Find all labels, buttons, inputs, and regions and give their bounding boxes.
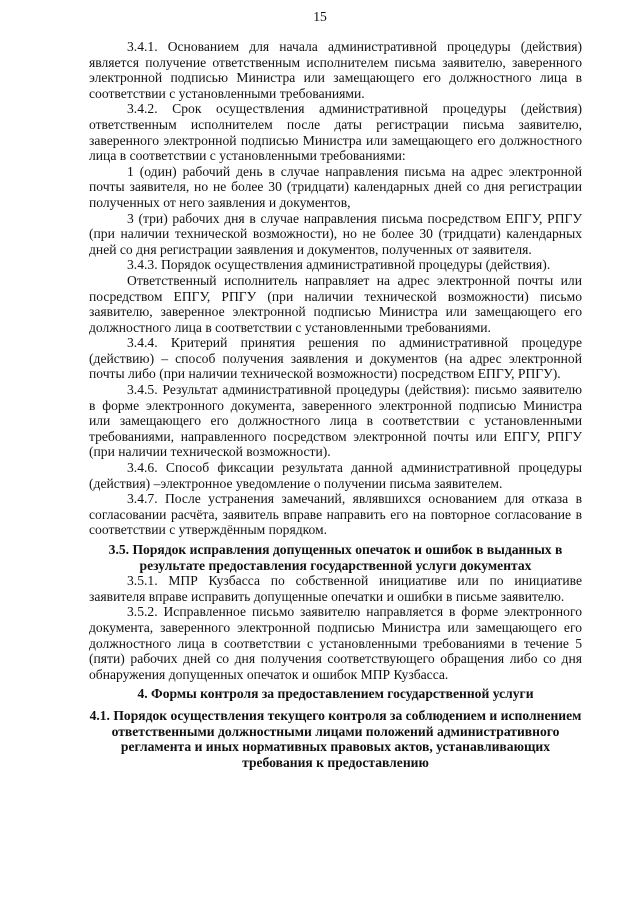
paragraph-one-day: 1 (один) рабочий день в случае направления письма на адрес электронной почты заявителя, но не более 30 (тридцати) календарных дней со дня регистрации полученных от него заявления и документов, [89, 163, 582, 210]
paragraph-3-4-4: 3.4.4. Критерий принятия решения по административной процедуре (действию) – способ получения заявления и документов (на адрес электронной почты либо (при наличии технической возможности) посредством ЕПГУ, РПГУ). [89, 335, 582, 382]
paragraph-three-days: 3 (три) рабочих дня в случае направления письма посредством ЕПГУ, РПГУ (при наличии технической возможности), но не более 30 (тридцати) календарных дней со дня регистрации заявления и документов, полученных от заявителя. [89, 210, 582, 257]
paragraph-3-5-1: 3.5.1. МПР Кузбасса по собственной инициативе или по инициативе заявителя вправе исправить допущенные опечатки и ошибки в письме заявителю. [89, 573, 582, 604]
paragraph-3-4-5: 3.4.5. Результат административной процедуры (действия): письмо заявителю в форме электронного документа, заверенного электронной подписью Министра или замещающего его должностного лица в соответствии с установленными требованиями, направленного посредством электронной почты или ЕПГУ, РПГУ (при наличии технической возможности). [89, 382, 582, 460]
section-heading-4-1: 4.1. Порядок осуществления текущего контроля за соблюдением и исполнением ответственными должностными лицами положений административного регламента и иных нормативных правовых актов, устанавливающих требования к предоставлению [89, 707, 582, 770]
paragraph-3-4-2: 3.4.2. Срок осуществления административной процедуры (действия) ответственным исполнителем после даты регистрации письма заявителю, заверенного электронной подписью Министра или замещающего его должностного лица в соответствии с установленными требованиями: [89, 101, 582, 164]
paragraph-3-4-6: 3.4.6. Способ фиксации результата данной административной процедуры (действия) –электронное уведомление о получении письма заявителем. [89, 460, 582, 491]
paragraph-3-5-2: 3.5.2. Исправленное письмо заявителю направляется в форме электронного документа, заверенного электронной подписью Министра или замещающего его должностного лица в соответствии с установленными требованиями в течение 5 (пяти) рабочих дней со дня получения соответствующего обращения либо со дня обнаружения допущенных опечаток и ошибок МПР Кузбасса. [89, 604, 582, 682]
page-number: 15 [313, 9, 327, 24]
document-body [89, 39, 582, 770]
section-heading-4: 4. Формы контроля за предоставлением государственной услуги [137, 686, 534, 702]
paragraph-3-4-7: 3.4.7. После устранения замечаний, являвшихся основанием для отказа в согласовании расчёта, заявитель вправе направить его на повторное согласование в соответствии с утверждённым порядком. [89, 491, 582, 538]
paragraph-3-4-3: 3.4.3. Порядок осуществления административной процедуры (действия). [127, 257, 551, 273]
section-heading-3-5: 3.5. Порядок исправления допущенных опечаток и ошибок в выданных в результате предоставления государственной услуги документах [108, 542, 563, 573]
paragraph-executor-sends: Ответственный исполнитель направляет на адрес электронной почты или посредством ЕПГУ, РПГУ (при наличии технической возможности) письмо заявителю, заверенное электронной подписью Министра или замещающего его должностного лица в соответствии с установленными требованиями. [89, 272, 582, 335]
paragraph-3-4-1: 3.4.1. Основанием для начала административной процедуры (действия) является получение ответственным исполнителем письма заявителю, заверенного электронной подписью Министра или замещающего его должностного лица в соответствии с установленными требованиями. [89, 39, 582, 101]
